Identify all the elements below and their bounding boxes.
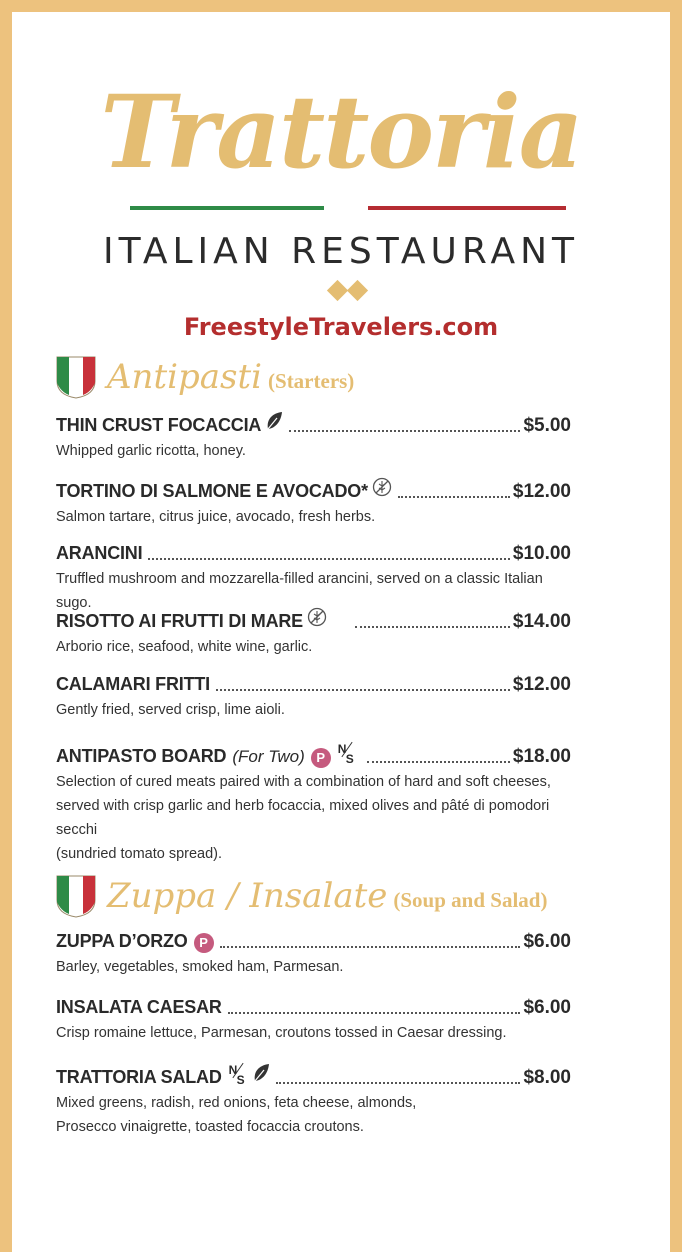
item-line bbox=[56, 673, 571, 696]
description-line: (sundried tomato spread). bbox=[56, 846, 223, 862]
section-title bbox=[107, 357, 354, 397]
menu-card bbox=[12, 12, 670, 1252]
italian-flag-icon bbox=[55, 355, 97, 399]
menu-item bbox=[56, 411, 571, 463]
item-name: THIN CRUST FOCACCIA bbox=[56, 415, 262, 435]
menu-item bbox=[56, 996, 571, 1045]
ns-icon: N S bbox=[228, 1063, 245, 1087]
dot-leader bbox=[367, 761, 510, 763]
item-line bbox=[56, 411, 571, 437]
menu-item bbox=[56, 740, 571, 866]
item-note: (For Two) bbox=[232, 747, 305, 766]
gluten-free-icon bbox=[372, 477, 392, 497]
item-description: Salmon tartare, citrus juice, avocado, fresh herbs. bbox=[56, 509, 376, 525]
item-price: $14.00 bbox=[512, 611, 571, 632]
item-description: Truffled mushroom and mozzarella-filled arancini, served on a classic Italian sugo. bbox=[56, 571, 543, 611]
item-price: $8.00 bbox=[523, 1067, 571, 1088]
pork-icon: P bbox=[311, 748, 331, 768]
item-name: RISOTTO AI FRUTTI DI MARE bbox=[56, 611, 303, 631]
item-price: $6.00 bbox=[523, 931, 571, 952]
item-name: TORTINO DI SALMONE E AVOCADO* bbox=[56, 481, 368, 501]
dot-leader bbox=[289, 430, 520, 432]
dot-leader bbox=[220, 946, 521, 948]
dot-leader bbox=[216, 689, 510, 691]
item-line bbox=[56, 607, 571, 633]
green-stripe bbox=[130, 206, 324, 210]
item-price: $6.00 bbox=[523, 997, 571, 1018]
item-description: Arborio rice, seafood, white wine, garlic. bbox=[56, 639, 313, 655]
item-price: $12.00 bbox=[512, 674, 571, 695]
diamond-ornament-icon bbox=[322, 280, 374, 304]
item-line bbox=[56, 542, 571, 565]
dot-leader bbox=[228, 1012, 521, 1014]
dot-leader bbox=[148, 558, 509, 560]
item-line bbox=[56, 996, 571, 1019]
dot-leader bbox=[398, 496, 510, 498]
menu-item bbox=[56, 1061, 571, 1139]
ns-icon: N S bbox=[337, 742, 354, 766]
section-title-main: Antipasti bbox=[107, 357, 263, 397]
red-stripe bbox=[368, 206, 566, 210]
section-title-main: Zuppa / Insalate bbox=[107, 876, 388, 916]
item-line bbox=[56, 740, 571, 768]
menu-item bbox=[56, 477, 571, 529]
website-link[interactable]: FreestyleTravelers.com bbox=[183, 313, 499, 341]
item-name: TRATTORIA SALAD bbox=[56, 1067, 222, 1087]
item-line bbox=[56, 930, 571, 953]
item-line bbox=[56, 1061, 571, 1089]
item-price: $10.00 bbox=[512, 543, 571, 564]
item-name: ARANCINI bbox=[56, 543, 143, 563]
menu-item bbox=[56, 930, 571, 979]
item-description: Gently fried, served crisp, lime aioli. bbox=[56, 702, 285, 718]
menu-item bbox=[56, 542, 571, 615]
dot-leader bbox=[355, 626, 510, 628]
item-description bbox=[56, 770, 571, 866]
item-price: $18.00 bbox=[512, 746, 571, 767]
description-line: Selection of cured meats paired with a combination of hard and soft cheeses, bbox=[56, 774, 551, 790]
section-title-sub: (Soup and Salad) bbox=[393, 888, 548, 912]
dot-leader bbox=[276, 1082, 521, 1084]
italian-flag-icon bbox=[55, 874, 97, 918]
item-price: $12.00 bbox=[512, 481, 571, 502]
item-description: Whipped garlic ricotta, honey. bbox=[56, 443, 246, 459]
item-name: INSALATA CAESAR bbox=[56, 997, 222, 1017]
pork-icon: P bbox=[194, 933, 214, 953]
item-description: Barley, vegetables, smoked ham, Parmesan. bbox=[56, 959, 344, 975]
menu-item bbox=[56, 673, 571, 722]
menu-item bbox=[56, 607, 571, 659]
item-name: CALAMARI FRITTI bbox=[56, 674, 210, 694]
restaurant-subtitle: ITALIAN RESTAURANT bbox=[103, 231, 579, 272]
section-title bbox=[107, 876, 547, 916]
item-line bbox=[56, 477, 571, 503]
item-name: ANTIPASTO BOARD bbox=[56, 746, 227, 766]
item-description bbox=[56, 1091, 571, 1139]
item-name: ZUPPA D’ORZO bbox=[56, 931, 188, 951]
description-line: Mixed greens, radish, red onions, feta cheese, almonds, bbox=[56, 1095, 417, 1111]
description-line: Prosecco vinaigrette, toasted focaccia croutons. bbox=[56, 1119, 364, 1135]
gluten-free-icon bbox=[307, 607, 327, 627]
leaf-icon bbox=[265, 411, 283, 431]
section-title-sub: (Starters) bbox=[268, 369, 355, 393]
leaf-icon bbox=[252, 1063, 270, 1083]
item-description: Crisp romaine lettuce, Parmesan, croutons tossed in Caesar dressing. bbox=[56, 1025, 507, 1041]
description-line: served with crisp garlic and herb focaccia, mixed olives and pâté di pomodori secchi bbox=[56, 798, 550, 838]
item-price: $5.00 bbox=[523, 415, 571, 436]
logo-wordmark: Trattoria bbox=[100, 73, 582, 191]
